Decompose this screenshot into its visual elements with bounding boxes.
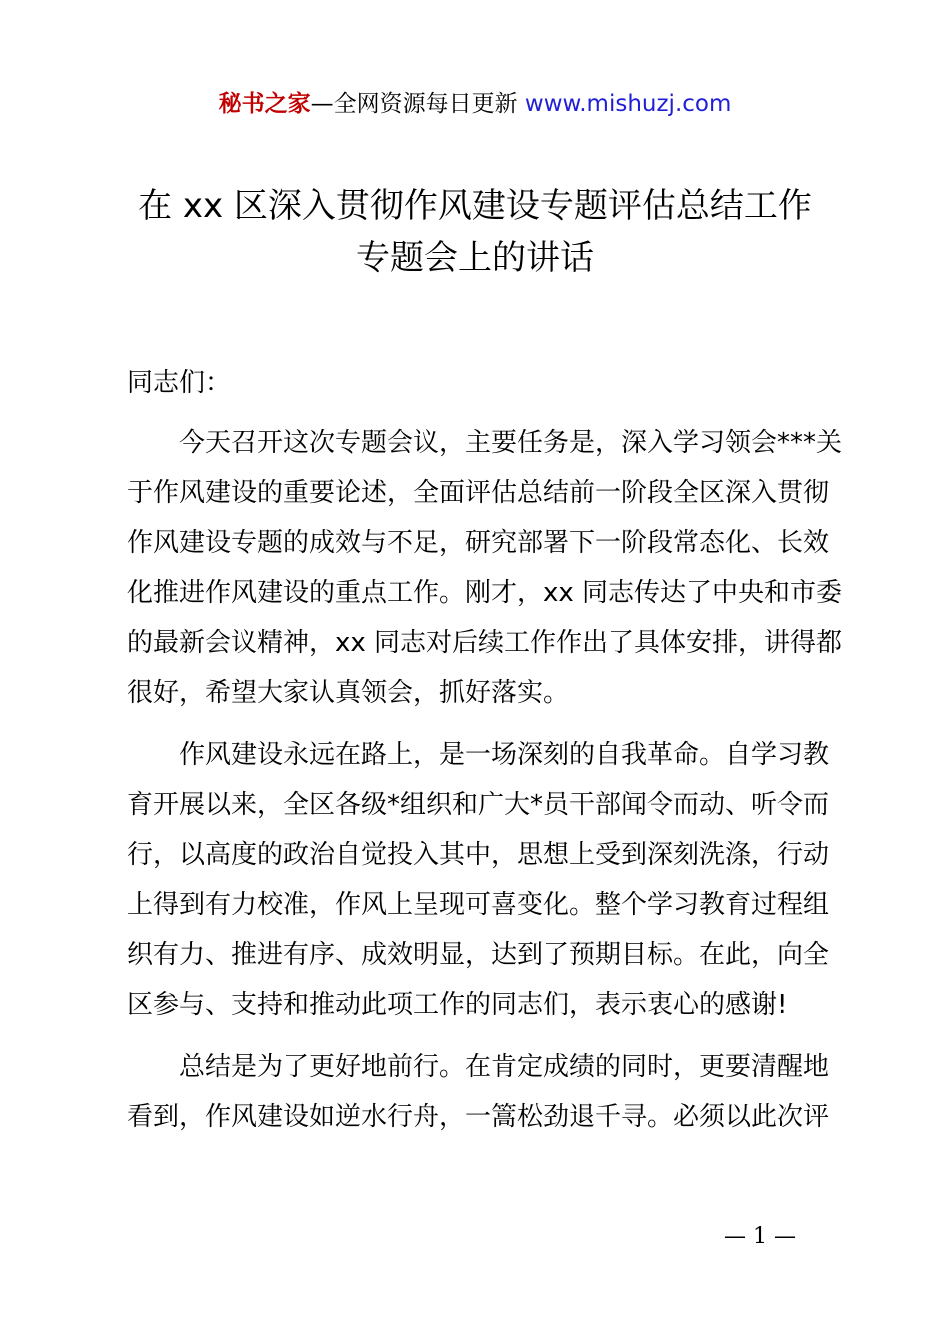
site-url-link[interactable]: www.mishuzj.com: [524, 91, 732, 117]
header-tagline: —全网资源每日更新: [310, 91, 525, 117]
document-title: [60, 180, 890, 284]
paragraph-line: 看到，作风建设如逆水行舟，一篙松劲退千寻。必须以此次评: [127, 1102, 830, 1132]
document-body: [127, 358, 847, 1154]
paragraph-3: [127, 1042, 847, 1142]
paragraph-line: 化推进作风建设的重点工作。刚才，xx 同志传达了中央和市委: [127, 578, 843, 608]
salutation: 同志们：: [127, 368, 232, 398]
paragraph-line: 行，以高度的政治自觉投入其中，思想上受到深刻洗涤，行动: [127, 840, 830, 870]
paragraph-line: 作风建设永远在路上，是一场深刻的自我革命。自学习教: [127, 740, 830, 770]
paragraph-line: 育开展以来，全区各级*组织和广大*员干部闻令而动、听令而: [127, 790, 830, 820]
paragraph-line: 区参与、支持和推动此项工作的同志们，表示衷心的感谢!: [127, 990, 788, 1020]
paragraph-line: 今天召开这次专题会议，主要任务是，深入学习领会***关: [127, 428, 843, 458]
site-header: [0, 88, 950, 120]
page-number: — 1 —: [724, 1224, 796, 1249]
title-line-2: 专题会上的讲话: [356, 238, 594, 278]
title-line-1: 在 xx 区深入贯彻作风建设专题评估总结工作: [138, 186, 812, 226]
paragraph-line: 上得到有力校准，作风上呈现可喜变化。整个学习教育过程组: [127, 890, 830, 920]
paragraph-2: [127, 730, 847, 1030]
paragraph-line: 总结是为了更好地前行。在肯定成绩的同时，更要清醒地: [127, 1052, 830, 1082]
paragraph-line: 于作风建设的重要论述，全面评估总结前一阶段全区深入贯彻: [127, 478, 830, 508]
brand-name: 秘书之家: [218, 91, 311, 117]
paragraph-line: 作风建设专题的成效与不足，研究部署下一阶段常态化、长效: [127, 528, 830, 558]
paragraph-line: 很好，希望大家认真领会，抓好落实。: [127, 678, 570, 708]
paragraph-line: 的最新会议精神，xx 同志对后续工作作出了具体安排，讲得都: [127, 628, 843, 658]
paragraph-1: [127, 418, 847, 718]
paragraph-line: 织有力、推进有序、成效明显，达到了预期目标。在此，向全: [127, 940, 830, 970]
